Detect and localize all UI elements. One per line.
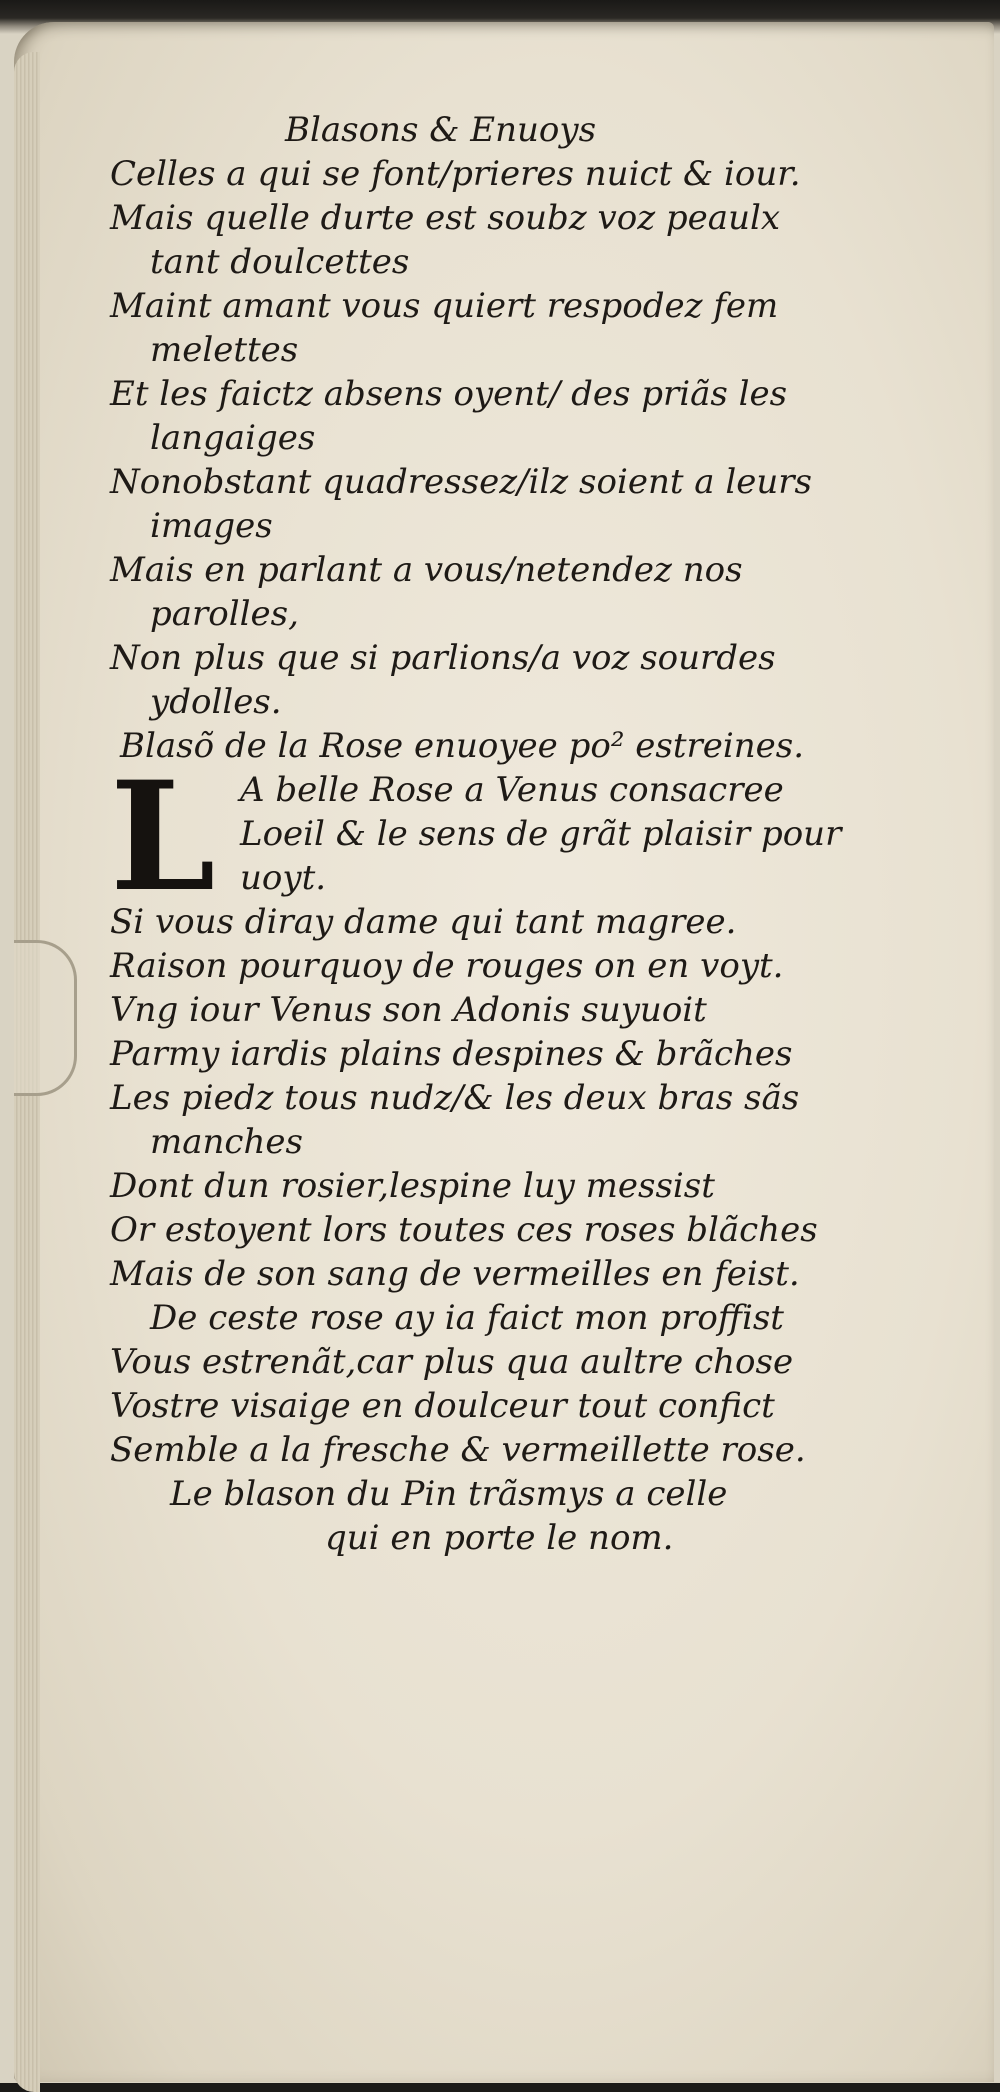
verse-line: Les piedz tous nudz/& les deux bras sãs [110,1078,800,1118]
verse-line: Dont dun rosier,lespine luy messist [110,1166,715,1206]
verse-line: Vous estrenãt,car plus qua aultre chose [110,1342,794,1382]
verse-line: images [150,506,273,546]
verse-line: Loeil & le sens de grãt plaisir pour [240,814,842,854]
section-title-continued: qui en porte le nom. [325,1518,674,1558]
verse-line: melettes [150,330,299,370]
verse-line: Non plus que si parlions/a voz sourdes [110,638,776,678]
verse-line: ydolles. [150,682,282,722]
verse-line: manches [150,1122,303,1162]
page-clasp-tab [14,940,77,1096]
section-title: Blasõ de la Rose enuoyee po² estreines. [120,726,805,766]
verse-line: langaiges [150,418,316,458]
verse-line: Celles a qui se font/prieres nuict & iour. [110,154,801,194]
dropcap-lines [240,768,841,900]
verse-line: Nonobstant quadressez/ilz soient a leurs [110,462,812,502]
verse-line: Si vous diray dame qui tant magree. [110,902,737,942]
verse-line: parolles, [150,594,299,634]
verse-line: Parmy iardis plains despines & brãches [110,1034,793,1074]
verse-line: Semble a la fresche & vermeillette rose. [110,1430,806,1470]
verse-line: Raison pourquoy de rouges on en voyt. [110,946,784,986]
verse-line: A belle Rose a Venus consacree [240,770,784,810]
section-title: Le blason du Pin trãsmys a celle [170,1474,728,1514]
page-text [110,108,900,1560]
verse-line: Vng iour Venus son Adonis suyuoit [110,990,707,1030]
verse-line: uoyt. [240,858,327,898]
verse-line: Maint amant vous quiert respodez fem [110,286,779,326]
verse-line: tant doulcettes [150,242,410,282]
verse-line: Et les faictz absens oyent/ des priãs les [110,374,788,414]
drop-capital: L [110,749,216,925]
verse-line: Mais quelle durte est soubz voz peaulx [110,198,781,238]
verse-line: Or estoyent lors toutes ces roses blãches [110,1210,818,1250]
verse-line: Mais de son sang de vermeilles en feist. [110,1254,800,1294]
running-heading: Blasons & Enuoys [285,110,597,150]
verse-line: Mais en parlant a vous/netendez nos [110,550,743,590]
verse-line: De ceste rose ay ia faict mon proffist [150,1298,784,1338]
verse-line: Vostre visaige en doulceur tout confict [110,1386,775,1426]
